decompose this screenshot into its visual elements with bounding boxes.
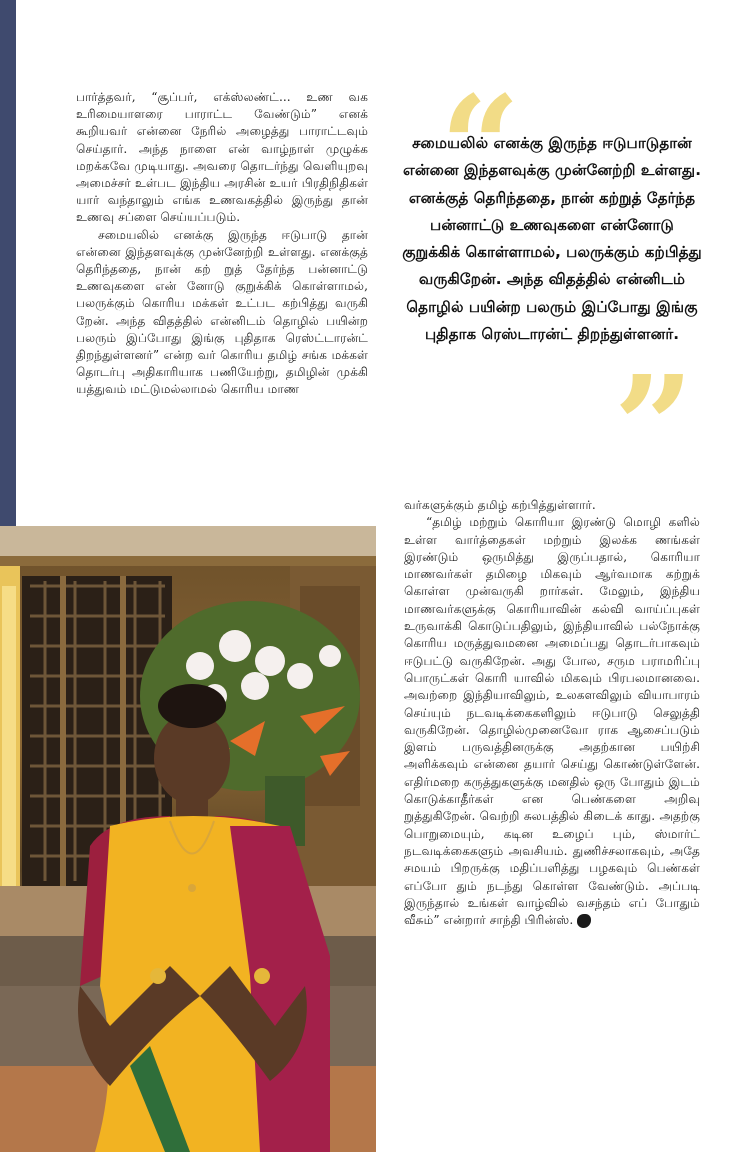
- article-paragraph-text: “தமிழ் மற்றும் கொரியா இரண்டு மொழி களில் உள்ள வார்த்தைகள் மற்றும் இலக்க ணங்கள் இரண்டும் ஒருமித்து இருப்பதால், கொரியா மாணவர்கள் தமிழை மிகவும் ஆர்வமாக கற்றுக் கொள்ள முன்வருகி றார்கள். மேலும், இந்திய மாணவர்களுக்கு கொரியாவின் கல்வி வாய்ப்புகள் உருவாக்கி கொடுப்பதிலும், இந்தியாவில் பல்நோக்கு கொரிய மருத்துவமனை அமைப்பது தொடர்பாகவும் ஈடுபட்டு வருகிறேன். அது போல, சரும பராமரிப்பு பொருட்கள் கொரி யாவில் மிகவும் பிரபலமானவை. அவற்றை இந்தியாவிலும், உலகளவிலும் வியாபாரம் செய்யும் நடவடிக்கைகளிலும் ஈடுபாடு செலுத்தி வருகிறேன். தொழில்முனைவோ ராக ஆசைப்படும் இளம் பருவத்தினருக்கு அதற்கான பயிற்சி அளிக்கவும் என்னை தயார் செய்து கொண்டுள்ளேன். எதிர்மறை கருத்துகளுக்கு மனதில் ஒரு போதும் இடம் கொடுக்காதீர்கள் என பெண்களை அறிவு றுத்துகிறேன். வெற்றி சுலபத்தில் கிடைக் காது. அதற்கு பொறுமையும், கடின உழைப் பும், ஸ்மார்ட் நடவடிக்கைகளும் அவசியம். துணிச்சலாகவும், அதே சமயம் பிறருக்கு மதிப்பளித்து பழகவும் பெண்கள் எப்போ தும் நடந்து கொள்ள வேண்டும். அப்படி இருந்தால் உங்கள் வாழ்வில் வசந்தம் எப் போதும் வீசும்” என்றார் சாந்தி பிரின்ஸ்.: [404, 515, 700, 928]
- pull-quote-text: சமையலில் எனக்கு இருந்த ஈடுபாடுதான் என்னை இந்தளவுக்கு முன்னேற்றி உள்ளது. எனக்குத் தெரிந்ததை, நான் கற்றுத் தேர்ந்த பன்னாட்டு உணவுகளை என்னோடு குறுக்கிக் கொள்ளாமல், பலருக்கும் கற்பித்து வருகிறேன். அந்த விதத்தில் என்னிடம் தொழில் பயின்ற பலரும் இப்போது இங்கு புதிதாக ரெஸ்டாரன்ட் திறந்துள்ளனர்.: [402, 134, 702, 344]
- article-paragraph: சமையலில் எனக்கு இருந்த ஈடுபாடு தான் என்னை இந்தளவுக்கு முன்னேற்றி உள்ளது. எனக்குத் தெரிந்ததை, நான் கற் றுத் தேர்ந்த பன்னாட்டு உணவுகளை என் னோடு குறுக்கிக் கொள்ளாமல், பலருக்கும் கொரிய மக்கள் உட்பட கற்பித்து வருகி றேன். அந்த விதத்தில் என்னிடம் தொழில் பயின்ற பலரும் இப்போது இங்கு புதிதாக ரெஸ்ட்டாரன்ட் திறந்துள்ளனர்” என்ற வர் கொரிய தமிழ் சங்க மக்கள் தொடர்பு அதிகாரியாக பணியேற்று, தமிழின் முக்கி யத்துவம் மட்டுமல்லாமல் கொரிய மாண: [76, 227, 368, 397]
- portrait-photo: [0, 526, 376, 1152]
- close-quote-mark: ”: [613, 346, 694, 510]
- open-quote-mark: “: [440, 66, 521, 230]
- article-column-right: [404, 497, 700, 929]
- decorative-side-bar: [0, 0, 16, 526]
- portrait-photo-illustration: [0, 526, 376, 1152]
- end-of-article-icon: [577, 914, 591, 928]
- article-column-left: [76, 89, 368, 399]
- article-paragraph: பார்த்தவர், “சூப்பர், எக்ஸ்லண்ட்... உண வக உரிமையாளரை பாராட்ட வேண்டும்” எனக் கூறியவர் என்னை நேரில் அழைத்து பாராட்டவும் செய்தார். அந்த நாளை என் வாழ்நாள் முழுக்க மறக்கவே முடியாது. அவரை தொடர்ந்து வெளியுறவு அமைச்சர் உள்பட இந்திய அரசின் உயர் பிரதிநிதிகள் யார் வந்தாலும் எங்க உணவகத்தில் இருந்து தான் உணவு சப்ளை செய்யப்படும்.: [76, 90, 368, 225]
- article-paragraph: [404, 514, 700, 929]
- article-paragraph: வர்களுக்கும் தமிழ் கற்பித்துள்ளார்.: [404, 498, 596, 512]
